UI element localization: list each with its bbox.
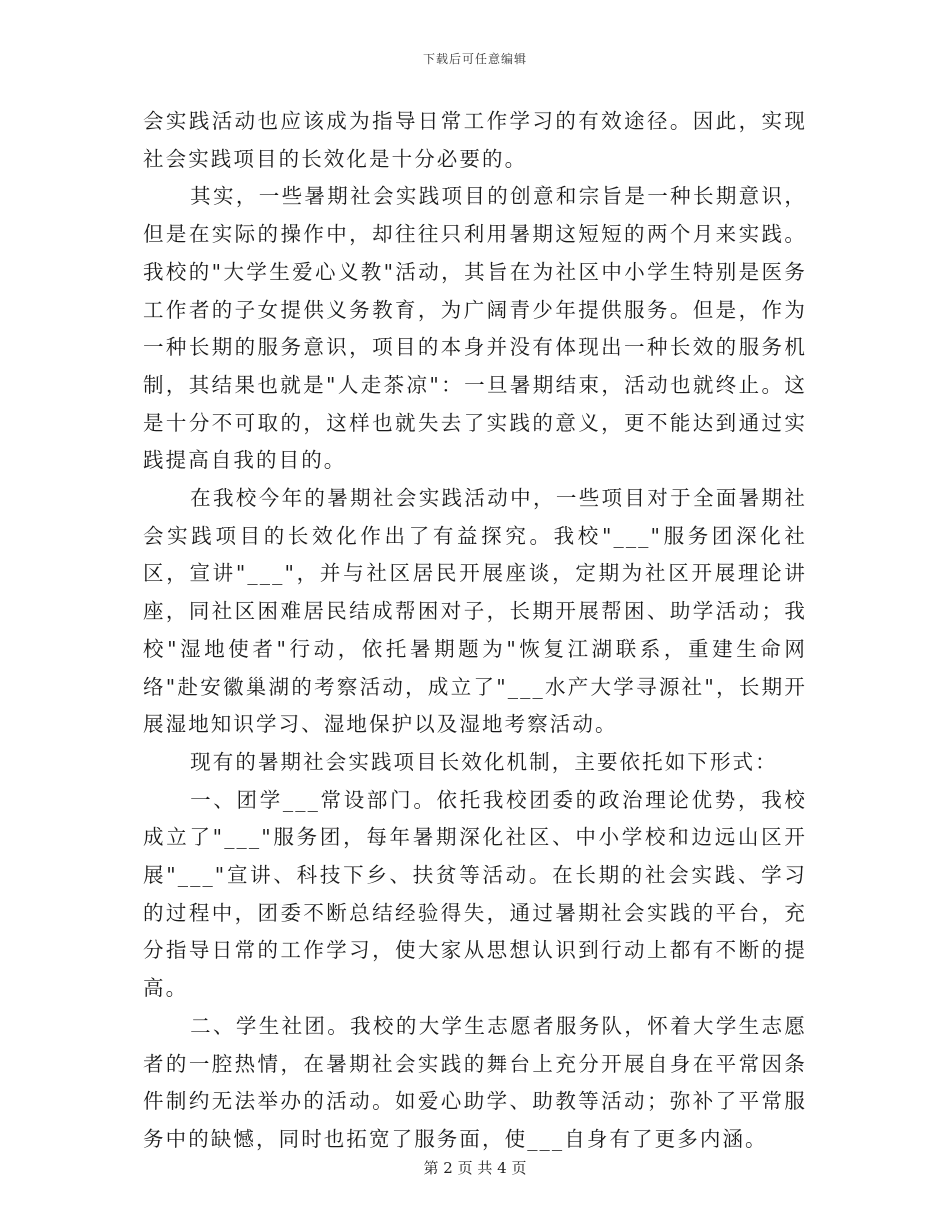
document-body: [143, 103, 807, 1159]
paragraph-school-exploration: 在我校今年的暑期社会实践活动中，一些项目对于全面暑期社会实践项目的长效化作出了有益探究。我校"___"服务团深化社区，宣讲"___"，并与社区居民开展座谈，定期为社区开展理论讲座，同社区困难居民结成帮困对子，长期开展帮困、助学活动；我校"湿地使者"行动，依托暑期题为"恢复江湖联系，重建生命网络"赴安徽巢湖的考察活动，成立了"___水产大学寻源社"，长期开展湿地知识学习、湿地保护以及湿地考察活动。: [143, 486, 807, 737]
page-number-footer: 第 2 页 共 4 页: [423, 1159, 527, 1177]
paragraph-long-term-awareness: 其实，一些暑期社会实践项目的创意和宗旨是一种长期意识，但是在实际的操作中，却往往只利用暑期这短短的两个月来实践。我校的"大学生爱心义教"活动，其旨在为社区中小学生特别是医务工作者的子女提供义务教育，为广阔青少年提供服务。但是，作为一种长期的服务意识，项目的本身并没有体现出一种长效的服务机制，其结果也就是"人走茶凉"：一旦暑期结束，活动也就终止。这是十分不可取的，这样也就失去了实践的意义，更不能达到通过实践提高自我的目的。: [143, 184, 807, 473]
paragraph-item-two: 二、学生社团。我校的大学生志愿者服务队，怀着大学生志愿者的一腔热情，在暑期社会实践的舞台上充分开展自身在平常因条件制约无法举办的活动。如爱心助学、助教等活动；弥补了平常服务中的缺憾，同时也拓宽了服务面，使___自身有了更多内涵。: [143, 1013, 807, 1151]
paragraph-continuation: 会实践活动也应该成为指导日常工作学习的有效途径。因此，实现社会实践项目的长效化是十分必要的。: [143, 109, 807, 171]
paragraph-item-one: 一、团学___常设部门。依托我校团委的政治理论优势，我校成立了"___"服务团，每年暑期深化社区、中小学校和边远山区开展"___"宣讲、科技下乡、扶贫等活动。在长期的社会实践、学习的过程中，团委不断总结经验得失，通过暑期社会实践的平台，充分指导日常的工作学习，使大家从思想认识到行动上都有不断的提高。: [143, 787, 807, 1001]
page-header: 下载后可任意编辑: [422, 52, 527, 66]
paragraph-mechanism-intro: 现有的暑期社会实践项目长效化机制，主要依托如下形式：: [190, 749, 778, 774]
